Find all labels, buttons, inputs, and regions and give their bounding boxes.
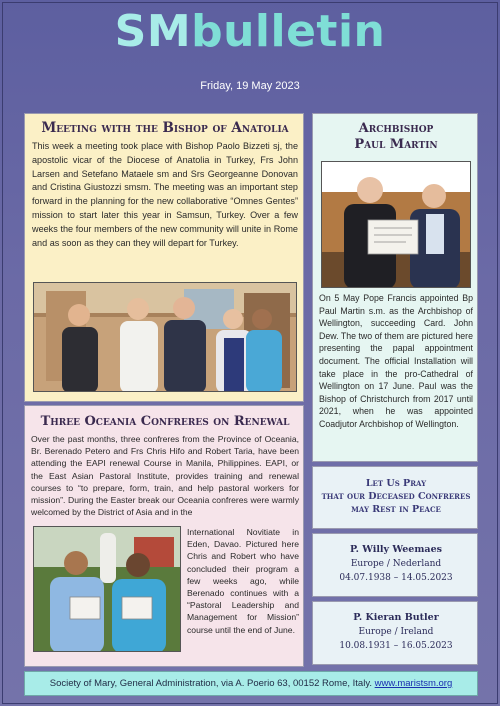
deceased-name: P. Kieran Butler	[353, 612, 439, 623]
article-oceania-body-continued: International Novitiate in Eden, Davao. Pictured here Chris and Robert who have concluded their program a few weeks ago, while Berenado continues with a “Pastoral Leadership and Management for Mission” course until the end of June.	[187, 527, 299, 635]
archbishop-photo-image	[322, 162, 471, 288]
article-archbishop	[312, 113, 478, 462]
confreres-photo-image	[34, 527, 181, 652]
article-archbishop-body: On 5 May Pope Francis appointed Bp Paul Martin s.m. as the Archbishop of Wellington, succeeding Card. John Dew. The two of them are pictured here presenting the papal appointment document. The official Installation will take place in the pro-Cathedral of Wellington on 17 June. Paul was the Bishop of Christchurch from 2017 until 2021, when he was appointed Coadjutor Archbishop of Wellington.	[319, 293, 473, 429]
deceased-dates: 04.07.1938 – 14.05.2023	[339, 573, 453, 583]
confreres-photo	[33, 526, 181, 652]
deceased-entry	[312, 533, 478, 597]
footer-address: Society of Mary, General Administration, via A. Poerio 63, 00152 Rome, Italy.	[49, 678, 373, 689]
prayer-line3: may Rest in Peace	[351, 504, 441, 515]
article-oceania	[24, 405, 304, 667]
article-archbishop-title-line2: Paul Martin	[354, 137, 438, 152]
archbishop-photo	[321, 161, 471, 288]
deceased-entry	[312, 601, 478, 665]
group-photo-anatolia-image	[34, 283, 297, 392]
masthead-bulletin: bulletin	[191, 6, 386, 57]
article-anatolia-title: Meeting with the Bishop of Anatolia	[41, 120, 289, 136]
article-archbishop-title	[313, 121, 479, 153]
prayer-line2: that our Deceased Confreres	[321, 491, 471, 502]
deceased-name: P. Willy Weemaes	[350, 544, 442, 555]
article-oceania-title: Three Oceania Confreres on Renewal	[40, 414, 290, 429]
deceased-region: Europe / Nederland	[350, 559, 442, 569]
prayer-text	[313, 477, 479, 516]
footer	[24, 671, 478, 696]
article-anatolia	[24, 113, 304, 402]
article-oceania-body: Over the past months, three confreres from the Province of Oceania, Br. Berenado Petero and Frs Chris Hifo and Robert Taria, have been attending the EAPI renewal Course in Manila, Philippines. EAPI, or the East Asian Pastoral Institute, provides training and renewal courses to “to prepare, form, train, and help pastoral workers for mission”. During the Easter break our Oceania confreres were warmly welcomed by the District of Asia and in the	[31, 434, 299, 518]
article-anatolia-body: This week a meeting took place with Bishop Paolo Bizzeti sj, the apostolic vicar of the Diocese of Anatolia in Turkey, Frs John Larsen and Setefano Mataele sm and Srs Georgeanne Donovan and Cristina Giustozzi smsm. The meeting was an important step forward in the planning for the new collaborative “Omnes Gentes” mission to start later this year in Samsun, Turkey. Over a few weeks the four members of the new community will unite in Rome and as soon as they can they will depart for Turkey.	[32, 141, 298, 248]
prayer-box	[312, 466, 478, 529]
group-photo-anatolia	[33, 282, 297, 392]
masthead	[0, 6, 500, 58]
deceased-region: Europe / Ireland	[358, 627, 434, 637]
article-archbishop-title-line1: Archbishop	[358, 121, 434, 136]
issue-date: Friday, 19 May 2023	[200, 80, 300, 92]
masthead-sm: SM	[114, 6, 192, 57]
deceased-dates: 10.08.1931 – 16.05.2023	[339, 641, 453, 651]
deceased-info	[313, 543, 479, 585]
prayer-line1: Let Us Pray	[365, 478, 427, 489]
deceased-info	[313, 611, 479, 653]
footer-website-link[interactable]: www.maristsm.org	[374, 678, 453, 689]
